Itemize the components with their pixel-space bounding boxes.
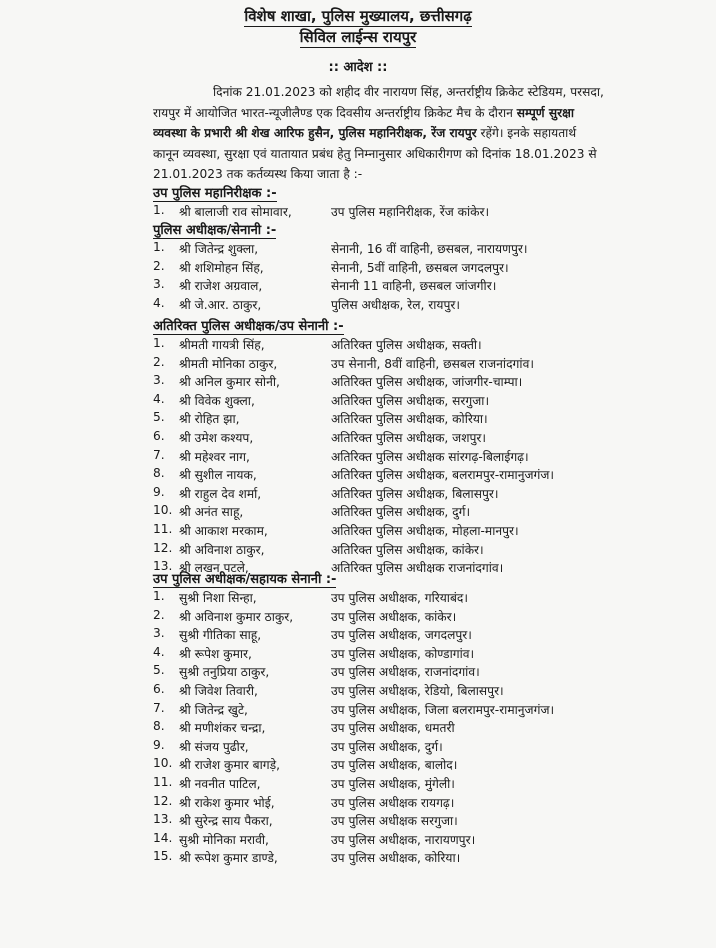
row-number: 12.: [153, 540, 173, 555]
row-number: 12.: [153, 793, 173, 808]
section-title: [153, 183, 277, 201]
row-number: 11.: [153, 522, 173, 536]
row-number: 5.: [153, 663, 165, 678]
officer-name: श्री सुरेन्द्र साय पैकरा,: [179, 814, 273, 829]
row-number: 3.: [153, 373, 165, 388]
officer-name: श्री रोहित झा,: [179, 412, 240, 427]
officer-posting: अतिरिक्त पुलिस अधीक्षक, दुर्ग।: [331, 505, 471, 520]
officer-name: श्री रूपेश कुमार,: [179, 646, 252, 661]
officer-posting: उप पुलिस अधीक्षक, राजनांदगांव।: [331, 665, 480, 680]
officer-posting: पुलिस अधीक्षक, रेल, रायपुर।: [331, 297, 460, 312]
intro-line: [153, 123, 681, 144]
officer-row: [153, 466, 693, 485]
officer-name: श्री राजेश अग्रवाल,: [179, 279, 263, 294]
officer-name: श्री अविनाश ठाकुर,: [179, 542, 265, 557]
officer-row: [153, 626, 693, 645]
officer-row: [153, 812, 693, 831]
row-number: 7.: [153, 700, 165, 715]
officer-name: श्री विवेक शुक्ला,: [179, 393, 255, 408]
intro-paragraph: [153, 82, 681, 185]
header-office: [0, 6, 716, 26]
officer-name: श्री जे.आर. ठाकुर,: [179, 297, 262, 312]
section-title-text: अतिरिक्त पुलिस अधीक्षक/उप सेनानी :-: [153, 319, 344, 334]
row-number: 5.: [153, 410, 165, 425]
row-number: 1.: [153, 336, 165, 350]
officer-posting: उप पुलिस अधीक्षक, नारायणपुर।: [331, 832, 476, 847]
officer-posting: उप पुलिस महानिरीक्षक, रेंज कांकेर।: [331, 205, 490, 219]
officer-posting: अतिरिक्त पुलिस अधीक्षक, बलरामपुर-रामानुजगंज।: [331, 468, 555, 483]
officer-posting: अतिरिक्त पुलिस अधीक्षक, जशपुर।: [331, 431, 487, 445]
officer-posting: अतिरिक्त पुलिस अधीक्षक सांरगढ़-बिलाईगढ़।: [331, 449, 529, 464]
officer-posting: अतिरिक्त पुलिस अधीक्षक, सरगुजा।: [331, 393, 490, 408]
officer-row: [153, 775, 693, 794]
row-number: 1.: [153, 589, 165, 603]
row-number: 9.: [153, 737, 165, 752]
row-number: 15.: [153, 849, 173, 864]
officer-posting: उप पुलिस अधीक्षक, कोण्डागांव।: [331, 646, 475, 661]
officer-name: श्री बालाजी राव सोमावार,: [179, 205, 292, 219]
intro-line: 21.01.2023 तक कर्तव्यस्थ किया जाता है :-: [153, 167, 363, 181]
officer-row: [153, 541, 693, 560]
officer-name: श्री राहुल देव शर्मा,: [179, 486, 262, 501]
row-number: 2.: [153, 607, 165, 622]
header-address: [0, 27, 716, 47]
officer-posting: उप पुलिस अधीक्षक, जिला बलरामपुर-रामानुजगंज।: [331, 702, 555, 717]
officer-row: [153, 522, 693, 541]
officer-name: श्री अनिल कुमार सोनी,: [179, 375, 280, 390]
officer-name: सुश्री तनुप्रिया ठाकुर,: [179, 665, 270, 680]
officer-posting: अतिरिक्त पुलिस अधीक्षक, मोहला-मानपुर।: [331, 524, 519, 538]
officer-row: [153, 485, 693, 504]
officer-name: श्री शशिमोहन सिंह,: [179, 260, 264, 275]
row-number: 3.: [153, 626, 165, 641]
row-number: 1.: [153, 203, 165, 217]
officer-row: [153, 719, 693, 738]
row-number: 8.: [153, 719, 165, 734]
officer-row: [153, 701, 693, 720]
officer-posting: उप पुलिस अधीक्षक रायगढ़।: [331, 795, 455, 810]
officer-name: श्री लखन पटले,: [179, 561, 249, 576]
section-title: [153, 316, 344, 334]
officer-row: [153, 336, 693, 355]
officer-row: [153, 589, 693, 608]
row-number: 10.: [153, 503, 173, 518]
officer-name: श्री आकाश मरकाम,: [179, 524, 268, 538]
officer-posting: उप पुलिस अधीक्षक, गरियाबंद।: [331, 591, 469, 605]
row-number: 10.: [153, 756, 173, 771]
officer-name: श्री राजेश कुमार बागड़े,: [179, 758, 281, 773]
officer-posting: अतिरिक्त पुलिस अधीक्षक, जांजगीर-चाम्पा।: [331, 375, 523, 390]
section-title-text: उप पुलिस अधीक्षक/सहायक सेनानी :-: [153, 572, 337, 587]
officer-row: [153, 355, 693, 374]
row-number: 13.: [153, 559, 173, 574]
intro-emphasis: सम्पूर्ण सुरक्षा: [516, 105, 574, 120]
row-number: 13.: [153, 812, 173, 827]
officer-name: सुश्री निशा सिन्हा,: [179, 591, 257, 605]
section-title: [153, 220, 276, 238]
officer-row: [153, 503, 693, 522]
officer-name: श्री जितेन्द्र शुक्ला,: [179, 242, 259, 256]
officer-posting: अतिरिक्त पुलिस अधीक्षक, कांकेर।: [331, 542, 484, 557]
officer-name: श्री नवनीत पाटिल,: [179, 777, 261, 791]
row-number: 3.: [153, 277, 165, 292]
row-number: 4.: [153, 391, 165, 406]
officer-row: [153, 756, 693, 775]
row-number: 4.: [153, 295, 165, 310]
section-title: [153, 569, 336, 587]
officer-name: श्रीमती गायत्री सिंह,: [179, 338, 265, 352]
officer-row: [153, 682, 693, 701]
officer-row: [153, 663, 693, 682]
officer-row: [153, 296, 693, 315]
row-number: 11.: [153, 775, 173, 789]
officer-posting: सेनानी, 5वीं वाहिनी, छसबल जगदलपुर।: [331, 260, 509, 275]
intro-line: कानून व्यवस्था, सुरक्षा एवं यातायात प्रबंध हेतु निम्नानुसार अधिकारीगण को दिनांक 18.01.2023 से: [153, 146, 597, 161]
officer-posting: उप पुलिस अधीक्षक, रेडियो, बिलासपुर।: [331, 684, 504, 698]
officer-name: श्री महेश्वर नाग,: [179, 449, 250, 464]
officer-posting: उप पुलिस अधीक्षक, मुंगेली।: [331, 777, 455, 791]
officer-row: [153, 849, 693, 868]
officer-posting: अतिरिक्त पुलिस अधीक्षक, कोरिया।: [331, 412, 488, 427]
officer-name: श्री संजय पुढीर,: [179, 739, 249, 754]
officer-posting: उप पुलिस अधीक्षक, दुर्ग।: [331, 739, 443, 754]
officer-posting: उप पुलिस अधीक्षक सरगुजा।: [331, 814, 458, 829]
officer-name: सुश्री मोनिका मरावी,: [179, 832, 269, 847]
row-number: 8.: [153, 466, 165, 481]
officer-row: [153, 831, 693, 850]
officer-name: श्री मणीशंकर चन्द्रा,: [179, 721, 266, 736]
row-number: 9.: [153, 484, 165, 499]
row-number: 1.: [153, 240, 165, 254]
officer-posting: अतिरिक्त पुलिस अधीक्षक राजनांदगांव।: [331, 561, 504, 576]
officer-row: [153, 277, 693, 296]
row-number: 14.: [153, 830, 173, 845]
officer-row: [153, 392, 693, 411]
officer-row: [153, 240, 693, 259]
officer-row: [153, 373, 693, 392]
officer-posting: उप पुलिस अधीक्षक, कोरिया।: [331, 851, 461, 866]
officer-row: [153, 794, 693, 813]
officer-posting: उप पुलिस अधीक्षक, धमतरी: [331, 721, 455, 736]
officer-row: [153, 738, 693, 757]
intro-emphasis: व्यवस्था के प्रभारी श्री शेख आरिफ हुसैन, पुलिस महानिरीक्षक, रेंज रायपुर: [153, 126, 477, 140]
officer-posting: सेनानी, 16 वीं वाहिनी, छसबल, नारायणपुर।: [331, 242, 528, 256]
officer-name: श्री रूपेश कुमार डाण्डे,: [179, 851, 278, 866]
intro-line: [153, 103, 681, 124]
officer-name: श्री राकेश कुमार भोई,: [179, 795, 275, 810]
officer-posting: उप पुलिस अधीक्षक, जगदलपुर।: [331, 628, 472, 643]
officer-name: श्री सुशील नायक,: [179, 468, 257, 483]
row-number: 2.: [153, 354, 165, 369]
officer-posting: सेनानी 11 वाहिनी, छसबल जांजगीर।: [331, 279, 497, 294]
intro-line-text: रायपुर में आयोजित भारत-न्यूजीलैण्ड एक दिवसीय अन्तर्राष्ट्रीय क्रिकेट मैच के दौरान: [153, 105, 513, 120]
row-number: 2.: [153, 258, 165, 273]
row-number: 6.: [153, 682, 165, 696]
section-title-text: उप पुलिस महानिरीक्षक :-: [153, 186, 277, 201]
header-office-text: विशेष शाखा, पुलिस मुख्यालय, छत्तीसगढ़: [244, 7, 472, 25]
officer-name: सुश्री गीतिका साहू,: [179, 628, 262, 643]
officer-name: श्री अनंत साहू,: [179, 505, 244, 520]
officer-name: श्री जितेन्द्र खुटे,: [179, 702, 248, 717]
intro-line: दिनांक 21.01.2023 को शहीद वीर नारायण सिंह, अन्तर्राष्ट्रीय क्रिकेट स्टेडियम, परसदा,: [213, 85, 604, 99]
officer-name: श्री जिवेश तिवारी,: [179, 684, 258, 698]
officer-row: [153, 259, 693, 278]
officer-posting: उप सेनानी, 8वीं वाहिनी, छसबल राजनांदगांव।: [331, 356, 534, 371]
officer-posting: उप पुलिस अधीक्षक, बालोद।: [331, 758, 458, 773]
header-address-text: सिविल लाईन्स रायपुर: [299, 28, 417, 46]
officer-name: श्रीमती मोनिका ठाकुर,: [179, 356, 278, 371]
officer-posting: अतिरिक्त पुलिस अधीक्षक, सक्ती।: [331, 338, 482, 352]
officer-row: [153, 645, 693, 664]
officer-posting: अतिरिक्त पुलिस अधीक्षक, बिलासपुर।: [331, 486, 499, 501]
row-number: 6.: [153, 429, 165, 443]
officer-row: [153, 608, 693, 627]
intro-line-text: रहेंगे। इनके सहायतार्थ: [480, 126, 577, 140]
order-title: :: आदेश ::: [328, 60, 388, 75]
officer-row: [153, 410, 693, 429]
row-number: 7.: [153, 447, 165, 462]
officer-name: श्री अविनाश कुमार ठाकुर,: [179, 609, 294, 624]
officer-name: श्री उमेश कश्यप,: [179, 431, 254, 445]
section-title-text: पुलिस अधीक्षक/सेनानी :-: [153, 223, 277, 238]
officer-row: [153, 429, 693, 448]
officer-row: [153, 448, 693, 467]
officer-posting: उप पुलिस अधीक्षक, कांकेर।: [331, 609, 457, 624]
row-number: 4.: [153, 644, 165, 659]
